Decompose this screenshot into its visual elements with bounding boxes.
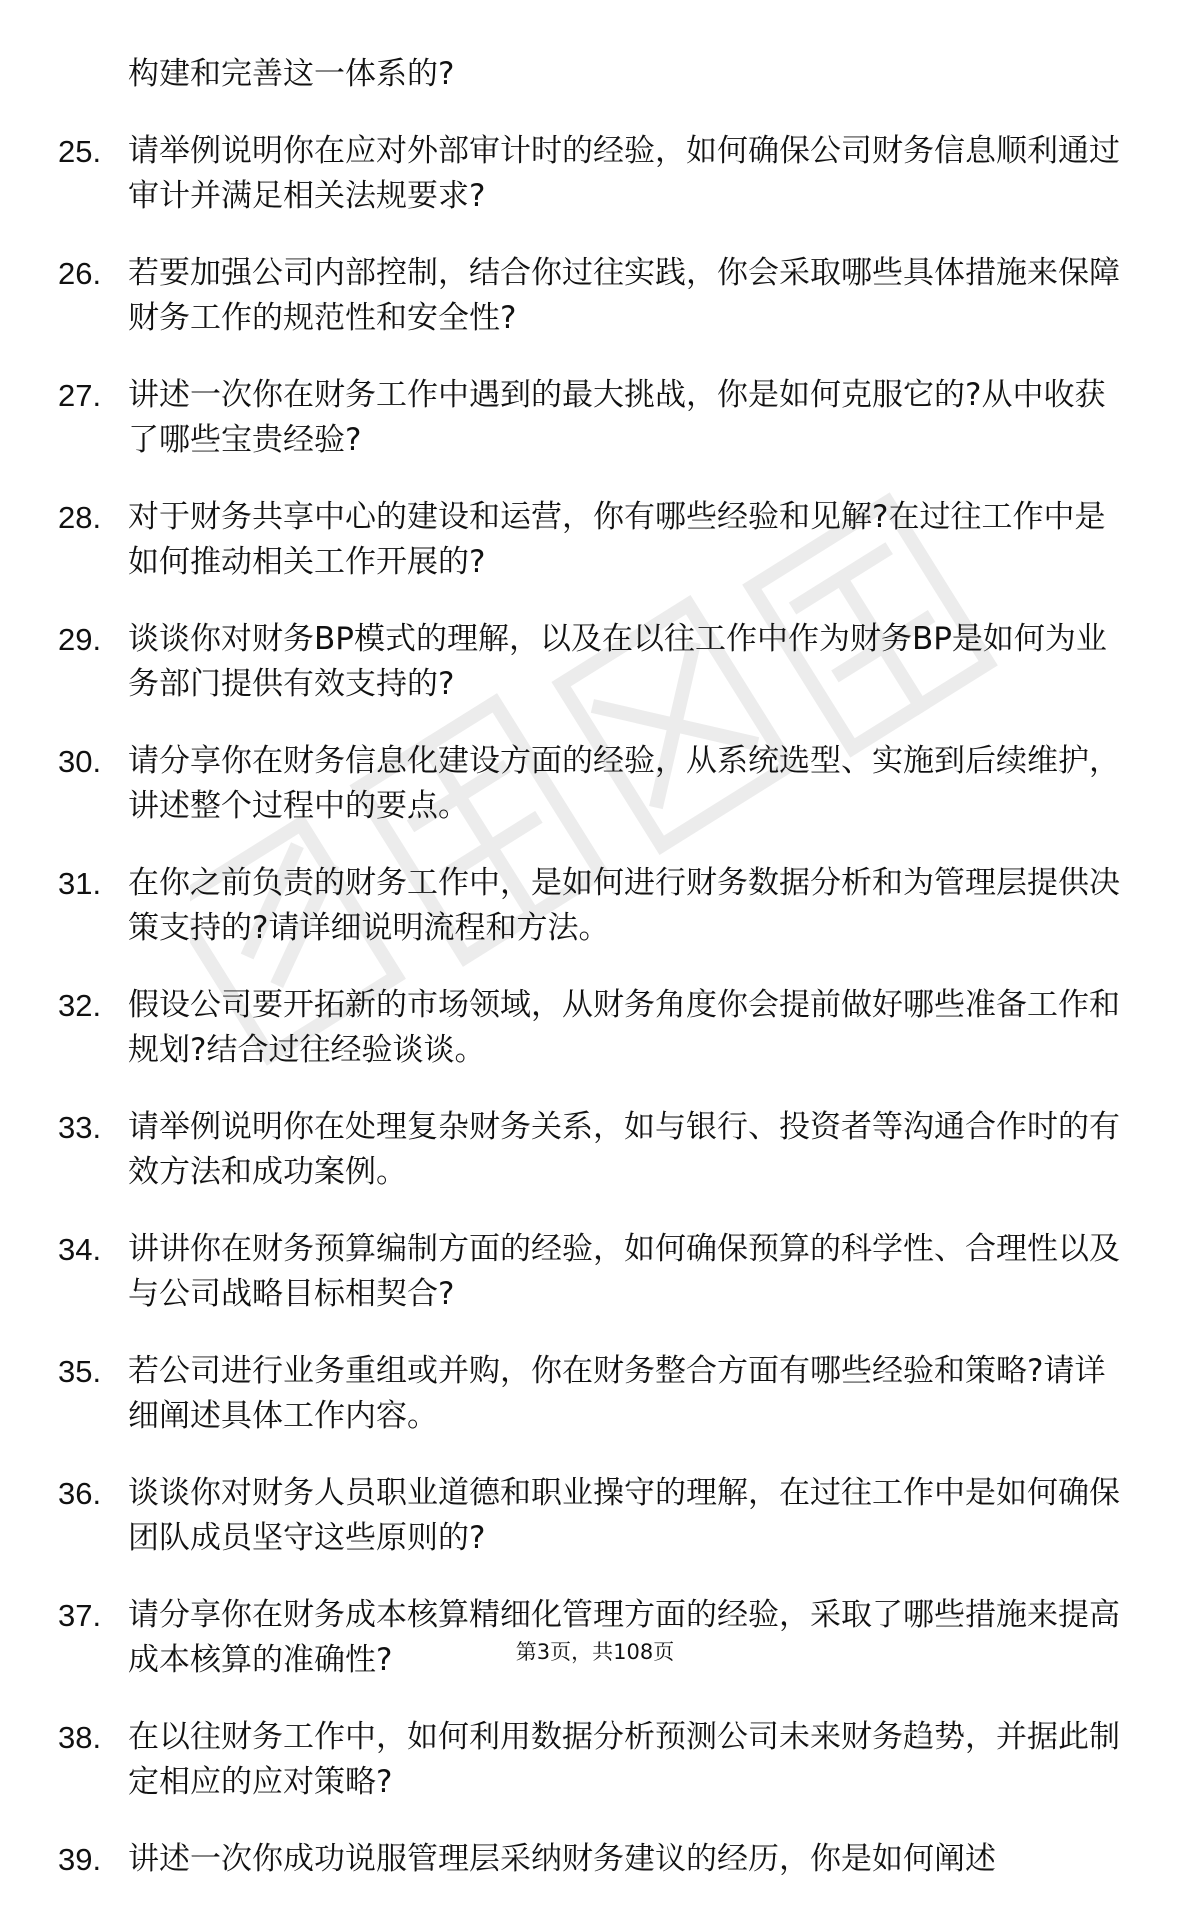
question-item	[58, 1227, 1138, 1317]
question-list	[58, 52, 1138, 1914]
question-item	[58, 739, 1138, 829]
question-item	[58, 1471, 1138, 1561]
question-number: 34.	[58, 1232, 102, 1267]
question-text: 假设公司要开拓新的市场领域，从财务角度你会提前做好哪些准备工作和规划?结合过往经验谈谈。	[128, 987, 1120, 1068]
question-item	[58, 1715, 1138, 1805]
question-item	[58, 129, 1138, 219]
question-number: 38.	[58, 1720, 102, 1755]
question-text: 若要加强公司内部控制，结合你过往实践，你会采取哪些具体措施来保障财务工作的规范性和安全性?	[128, 255, 1120, 336]
question-item	[58, 1349, 1138, 1439]
question-text: 若公司进行业务重组或并购，你在财务整合方面有哪些经验和策略?请详细阐述具体工作内容。	[128, 1353, 1106, 1434]
question-number: 39.	[58, 1842, 102, 1877]
question-number: 25.	[58, 134, 102, 169]
question-number: 30.	[58, 744, 102, 779]
question-item	[58, 1837, 1138, 1882]
continuation-text: 构建和完善这一体系的?	[128, 56, 455, 92]
question-number: 27.	[58, 378, 102, 413]
question-text: 讲述一次你在财务工作中遇到的最大挑战，你是如何克服它的?从中收获了哪些宝贵经验?	[128, 377, 1106, 458]
question-item	[58, 495, 1138, 585]
question-text: 请举例说明你在应对外部审计时的经验，如何确保公司财务信息顺利通过审计并满足相关法规要求?	[128, 133, 1120, 214]
question-item	[58, 373, 1138, 463]
page-footer: 第3页，共108页	[515, 1640, 675, 1664]
question-text: 谈谈你对财务BP模式的理解，以及在以往工作中作为财务BP是如何为业务部门提供有效支持的?	[128, 621, 1107, 702]
question-number: 31.	[58, 866, 102, 901]
question-number: 33.	[58, 1110, 102, 1145]
question-item	[58, 251, 1138, 341]
question-text: 谈谈你对财务人员职业道德和职业操守的理解，在过往工作中是如何确保团队成员坚守这些原则的?	[128, 1475, 1120, 1556]
question-text: 对于财务共享中心的建设和运营，你有哪些经验和见解?在过往工作中是如何推动相关工作开展的?	[128, 499, 1106, 580]
question-text: 请分享你在财务成本核算精细化管理方面的经验，采取了哪些措施来提高成本核算的准确性?	[128, 1597, 1120, 1678]
question-text: 在以往财务工作中，如何利用数据分析预测公司未来财务趋势，并据此制定相应的应对策略?	[128, 1719, 1120, 1800]
question-text: 讲讲你在财务预算编制方面的经验，如何确保预算的科学性、合理性以及与公司战略目标相契合?	[128, 1231, 1120, 1312]
question-text: 在你之前负责的财务工作中，是如何进行财务数据分析和为管理层提供决策支持的?请详细说明流程和方法。	[128, 865, 1120, 946]
question-number: 35.	[58, 1354, 102, 1389]
question-text: 请举例说明你在处理复杂财务关系，如与银行、投资者等沟通合作时的有效方法和成功案例。	[128, 1109, 1120, 1190]
question-number: 32.	[58, 988, 102, 1023]
question-item	[58, 617, 1138, 707]
question-number: 29.	[58, 622, 102, 657]
question-item	[58, 983, 1138, 1073]
question-text: 请分享你在财务信息化建设方面的经验，从系统选型、实施到后续维护，讲述整个过程中的要点。	[128, 743, 1120, 824]
question-number: 36.	[58, 1476, 102, 1511]
question-number: 28.	[58, 500, 102, 535]
question-item	[58, 1105, 1138, 1195]
question-number: 37.	[58, 1598, 102, 1633]
question-text: 讲述一次你成功说服管理层采纳财务建议的经历，你是如何阐述	[128, 1841, 996, 1877]
question-number: 26.	[58, 256, 102, 291]
question-item	[58, 861, 1138, 951]
